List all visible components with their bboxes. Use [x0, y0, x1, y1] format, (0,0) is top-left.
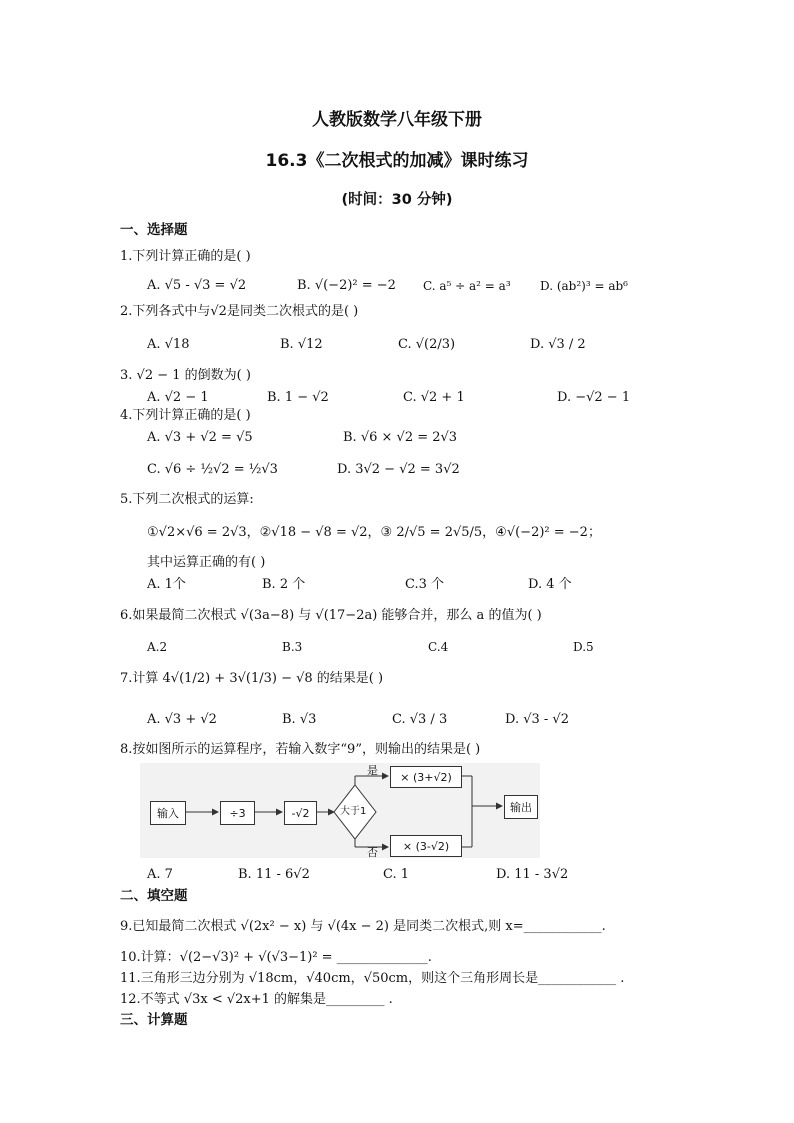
q3-option-a: A. √2 − 1	[147, 390, 209, 405]
q8-option-b: B. 11 - 6√2	[238, 867, 310, 882]
q1-option-b: B. √(−2)² = −2	[297, 278, 396, 293]
q2-option-d: D. √3 / 2	[530, 337, 586, 352]
q2-stem: 2.下列各式中与√2是同类二次根式的是( )	[120, 304, 359, 319]
q6-option-c: C.4	[428, 640, 449, 654]
flow-yes-label: 是	[367, 764, 378, 777]
q7-option-c: C. √3 / 3	[392, 712, 448, 727]
q8-stem: 8.按如图所示的运算程序，若输入数字“9”，则输出的结果是( )	[120, 742, 481, 757]
q6-option-a: A.2	[147, 640, 168, 654]
q5-option-a: A. 1个	[147, 577, 186, 592]
flow-condition-label: 大于1	[340, 806, 367, 817]
q6-option-d: D.5	[573, 640, 594, 654]
q7-option-b: B. √3	[282, 712, 317, 727]
q9-text: 9.已知最简二次根式 √(2x² − x) 与 √(4x − 2) 是同类二次根式,则 x=____________.	[120, 919, 606, 934]
q5-items: ①√2×√6 = 2√3，②√18 − √8 = √2，③ 2/√5 = 2√5/5，④√(−2)² = −2；	[147, 525, 601, 540]
q8-option-a: A. 7	[147, 867, 173, 882]
section-fill-blank: 二、填空题	[120, 888, 188, 904]
q12-text: 12.不等式 √3x < √2x+1 的解集是_________ .	[120, 992, 393, 1007]
flow-input-box: 输入	[150, 801, 186, 825]
q2-option-b: B. √12	[280, 337, 323, 352]
flow-divide-box: ÷3	[220, 801, 255, 825]
q3-option-b: B. 1 − √2	[267, 390, 329, 405]
q4-option-c: C. √6 ÷ ½√2 = ½√3	[147, 462, 278, 477]
q5-option-d: D. 4 个	[528, 577, 572, 592]
q1-option-c: C. a⁵ ÷ a² = a³	[423, 279, 511, 293]
q3-stem: 3. √2 − 1 的倒数为( )	[120, 368, 251, 383]
q1-option-a: A. √5 - √3 = √2	[147, 278, 247, 293]
flowchart	[140, 763, 540, 858]
q7-option-d: D. √3 - √2	[505, 712, 569, 727]
q11-text: 11.三角形三边分别为 √18cm，√40cm，√50cm，则这个三角形周长是____________ .	[120, 971, 625, 986]
q4-option-b: B. √6 × √2 = 2√3	[343, 430, 458, 445]
q3-option-c: C. √2 + 1	[403, 390, 465, 405]
lesson-title: 16.3《二次根式的加减》课时练习	[265, 151, 529, 171]
q8-option-c: C. 1	[383, 867, 410, 882]
q1-stem: 1.下列计算正确的是( )	[120, 249, 251, 264]
flow-multiply-bottom-box: × (3-√2)	[390, 835, 462, 857]
q4-option-d: D. 3√2 − √2 = 3√2	[337, 462, 460, 477]
q10-text: 10.计算：√(2−√3)² + √(√3−1)² = ______________.	[120, 950, 432, 965]
section-choice: 一、选择题	[120, 222, 188, 238]
q4-stem: 4.下列计算正确的是( )	[120, 408, 251, 423]
q3-option-d: D. −√2 − 1	[557, 390, 631, 405]
time-limit: (时间：30 分钟)	[341, 192, 453, 208]
q6-option-b: B.3	[282, 640, 303, 654]
q2-option-c: C. √(2/3)	[398, 337, 456, 352]
q5-option-b: B. 2 个	[262, 577, 306, 592]
q5-option-c: C.3 个	[405, 577, 445, 592]
q5-follow: 其中运算正确的有( )	[147, 555, 266, 570]
q7-stem: 7.计算 4√(1/2) + 3√(1/3) − √8 的结果是( )	[120, 671, 384, 686]
page-title: 人教版数学八年级下册	[312, 110, 482, 130]
q6-stem: 6.如果最简二次根式 √(3a−8) 与 √(17−2a) 能够合并，那么 a 的值为( )	[120, 608, 542, 623]
q2-option-a: A. √18	[147, 337, 190, 352]
q7-option-a: A. √3 + √2	[147, 712, 217, 727]
flow-output-box: 输出	[504, 795, 538, 819]
q1-option-d: D. (ab²)³ = ab⁶	[540, 279, 628, 293]
flow-no-label: 否	[367, 846, 378, 859]
section-calculation: 三、计算题	[120, 1012, 188, 1028]
q5-stem: 5.下列二次根式的运算:	[120, 492, 254, 507]
flow-subtract-box: -√2	[284, 801, 317, 825]
q8-option-d: D. 11 - 3√2	[496, 867, 569, 882]
q4-option-a: A. √3 + √2 = √5	[147, 430, 253, 445]
flow-multiply-top-box: × (3+√2)	[390, 766, 462, 788]
